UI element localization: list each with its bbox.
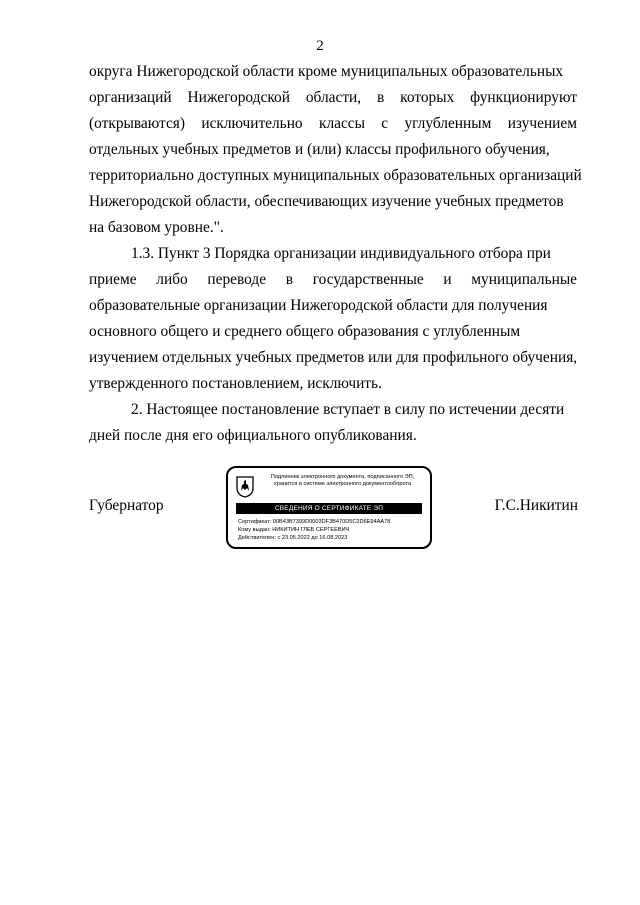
text-line: территориально доступных муниципальных образовательных организаций	[89, 167, 582, 184]
text-line: изучением отдельных учебных предметов или для профильного обучения,	[89, 349, 578, 366]
certificate-info-band: СВЕДЕНИЯ О СЕРТИФИКАТЕ ЭП	[236, 503, 422, 514]
stamp-header-line: Подлинник электронного документа, подписанного ЭП,	[270, 474, 415, 480]
text-line: Нижегородской области, обеспечивающих изучение учебных предметов	[89, 193, 564, 210]
text-line: образовательные организации Нижегородской области для получения	[89, 297, 548, 314]
stamp-header	[260, 474, 425, 488]
text-line: приеме либо переводе в государственные и муниципальные	[89, 271, 577, 288]
certificate-serial: Сертификат: 00B43B7399D0003DF3B470D5C2D6E94AA78	[238, 519, 391, 525]
text-line: основного общего и среднего общего образования с углубленным	[89, 323, 521, 340]
text-line: дней после дня его официального опубликования.	[89, 427, 417, 444]
certificate-owner: Кому выдан: НИКИТИН ГЛЕБ СЕРГЕЕВИЧ	[238, 527, 350, 533]
page-number: 2	[316, 38, 324, 54]
coat-of-arms-icon	[236, 476, 254, 498]
text-line: организаций Нижегородской области, в которых функционируют	[89, 89, 577, 106]
certificate-validity: Действителен: с 23.05.2022 до 16.08.2023	[238, 535, 348, 541]
text-line: округа Нижегородской области кроме муниципальных образовательных	[89, 63, 564, 80]
text-line: утвержденного постановлением, исключить.	[89, 375, 382, 392]
text-line: (открываются) исключительно классы с углубленным изучением	[89, 115, 577, 132]
stamp-header-line: хранится в системе электронного документооборота	[273, 481, 412, 487]
text-line: 1.3. Пункт 3 Порядка организации индивидуального отбора при	[131, 245, 551, 262]
electronic-signature-stamp	[226, 466, 432, 549]
signatory-title: Губернатор	[89, 497, 164, 514]
text-line: на базовом уровне.".	[89, 219, 224, 236]
text-line: 2. Настоящее постановление вступает в силу по истечении десяти	[131, 401, 565, 418]
text-line: отдельных учебных предметов и (или) классы профильного обучения,	[89, 141, 550, 158]
signatory-name: Г.С.Никитин	[494, 497, 578, 514]
